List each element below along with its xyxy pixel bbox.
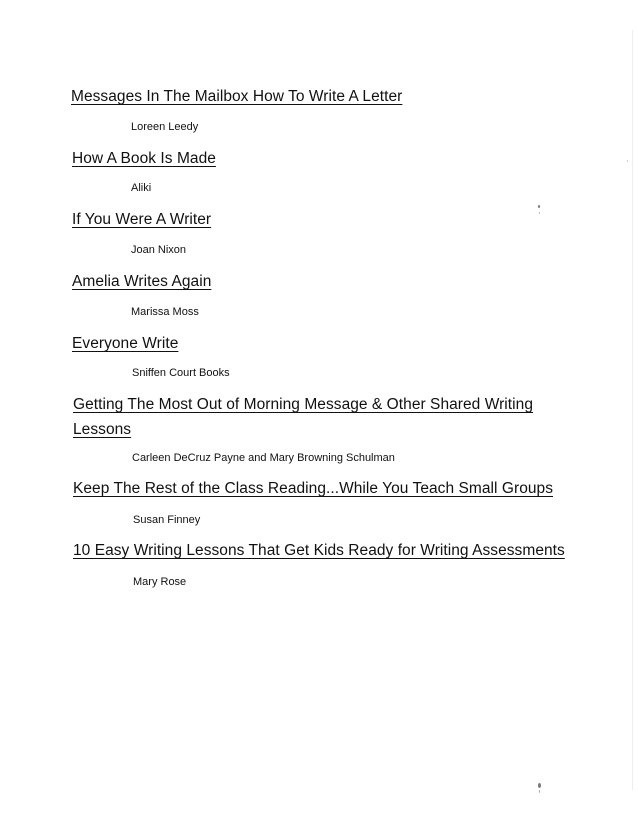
book-author-6: Carleen DeCruz Payne and Mary Browning Schulman [132, 452, 395, 464]
scan-edge-mark [627, 160, 628, 162]
book-title-3: If You Were A Writer [72, 211, 212, 228]
book-author-7: Susan Finney [133, 514, 201, 526]
book-title-8: 10 Easy Writing Lessons That Get Kids Ready for Writing Assessments [73, 542, 565, 559]
scan-speck [538, 783, 541, 788]
book-title-1: Messages In The Mailbox How To Write A Letter [71, 88, 403, 105]
scan-speck [539, 212, 540, 214]
book-title-6: Getting The Most Out of Morning Message & Other Shared Writing Lessons [73, 396, 533, 438]
book-author-3: Joan Nixon [131, 244, 187, 256]
book-author-4: Marissa Moss [131, 306, 199, 318]
book-title-5: Everyone Write [72, 335, 179, 352]
book-author-8: Mary Rose [133, 576, 187, 588]
book-title-7: Keep The Rest of the Class Reading...While You Teach Small Groups [73, 480, 554, 497]
scan-speck [538, 205, 540, 208]
book-title-2: How A Book Is Made [72, 150, 216, 167]
book-author-5: Sniffen Court Books [132, 367, 230, 379]
scan-edge-line [632, 30, 633, 790]
scan-speck [539, 790, 540, 793]
book-title-4: Amelia Writes Again [72, 273, 212, 290]
book-author-2: Aliki [131, 182, 152, 194]
book-author-1: Loreen Leedy [131, 121, 199, 133]
